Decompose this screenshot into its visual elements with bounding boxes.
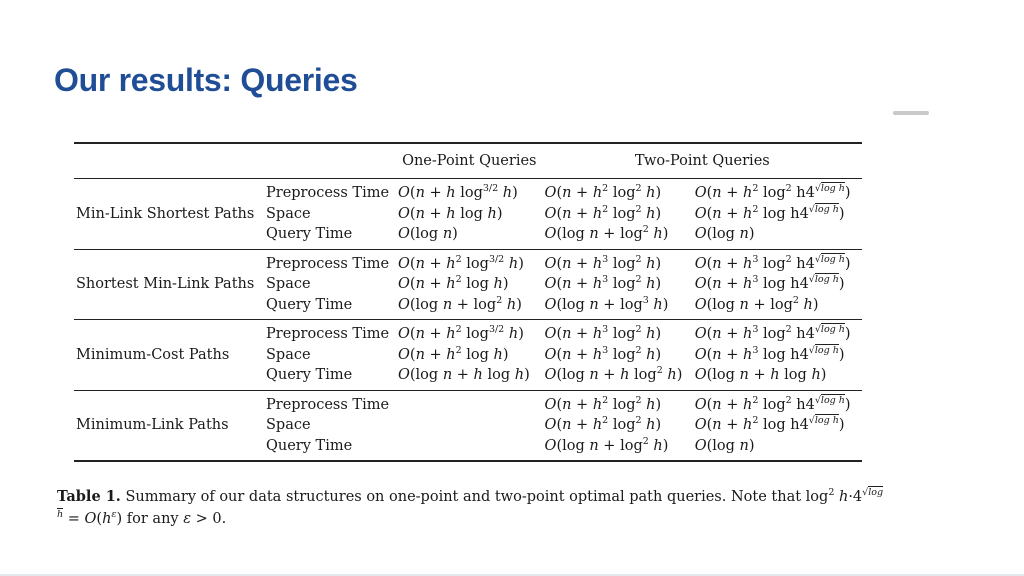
problem-name: Min-Link Shortest Paths: [74, 179, 264, 250]
metric-label: Preprocess Time: [266, 326, 390, 342]
bound-cell: $O(n + h^2$ $\log^2 h$): [544, 183, 662, 201]
bound-cell: O(log $n + \log^3 h$): [544, 294, 669, 313]
table-row: [74, 390, 862, 461]
bound-cell: $O(n + h^2$ $\log^2 h$): [544, 415, 662, 433]
bound-cell: $O(n + h^2$ $\log h4^{√log h}$): [694, 203, 845, 222]
bound-cell: $O(n + h^2$ $\log^2 h$): [544, 394, 662, 413]
bound-cell: O(log n + h log h): [398, 367, 530, 383]
bound-cell: $O(n + h^3$ $\log h4^{√log h}$): [694, 274, 845, 292]
caption-text: Summary of our data structures on one-point and two-point optimal path queries. Note that $\log^2 h\cdot 4^{√log h} = O(h^\varepsilon)$ for any ε > 0.: [57, 487, 884, 527]
bound-cell: $O(n + h^3$ $\log^2 h$): [544, 274, 662, 292]
two-point-bounds-b: [693, 320, 862, 391]
problem-name: Shortest Min-Link Paths: [74, 249, 264, 320]
bound-cell: [398, 415, 541, 436]
table-header-row: [74, 144, 862, 179]
two-point-bounds-a: [543, 249, 693, 320]
bound-cell: $O(n + h^3$ $\log^2 h$): [544, 324, 662, 342]
bound-cell: $O(n + h^2$ $\log^2 h4^{√log h}$): [694, 183, 851, 201]
bound-cell: O(log $n + \log^2 h$): [398, 294, 522, 313]
bound-cell: $O(n + h^2$ $\log^{3/2} h$): [398, 324, 524, 342]
bound-cell: O(log n): [694, 226, 755, 242]
bound-cell: O(log $n + \log^2 h$): [544, 224, 669, 242]
bound-cell: O(n + h $\log^{3/2} h$): [398, 183, 518, 201]
bound-cell: $O(n + h^3$ $\log^2 h$): [544, 253, 662, 272]
metric-label: Space: [266, 417, 311, 433]
bound-cell: O(log n + h $\log^2 h$): [544, 365, 683, 383]
problem-name: Minimum-Link Paths: [74, 390, 264, 461]
bound-cell: O(log $n + \log^2 h$): [544, 435, 669, 454]
table-row: [74, 249, 862, 320]
problem-name: Minimum-Cost Paths: [74, 320, 264, 391]
table-row: [74, 179, 862, 250]
bound-cell: $O(n + h^3$ $\log^2 h4^{√log h}$): [694, 253, 851, 272]
metric-label: Query Time: [266, 226, 353, 242]
table-row: [74, 320, 862, 391]
two-point-bounds-a: [543, 179, 693, 250]
bound-cell: O(n + h log h): [398, 205, 503, 222]
bound-cell: O(log n + h log h): [694, 367, 827, 383]
two-point-bounds-b: [693, 249, 862, 320]
two-point-bounds-b: [693, 390, 862, 461]
bound-cell: $O(n + h^2$ log h): [398, 344, 509, 363]
two-point-bounds-a: [543, 390, 693, 461]
metric-label: Query Time: [266, 367, 353, 383]
metric-label: Space: [266, 205, 311, 222]
bound-cell: $O(n + h^3$ $\log^2 h4^{√log h}$): [694, 324, 851, 342]
results-table: [74, 142, 862, 462]
header-one-point: One-Point Queries: [396, 144, 543, 179]
metric-label: Space: [266, 276, 311, 292]
bound-cell: O(log n): [398, 226, 458, 242]
bound-cell: $O(n + h^2$ $\log^2 h$): [544, 203, 662, 222]
slide-title: Our results: Queries: [54, 62, 358, 98]
metric-label: Preprocess Time: [266, 396, 390, 413]
bound-cell: O(log n): [694, 437, 755, 454]
one-point-bounds: [396, 320, 543, 391]
metric-labels: [264, 179, 396, 250]
caption-label: Table 1.: [57, 488, 121, 505]
bound-cell: $O(n + h^2$ $\log^2 h4^{√log h}$): [694, 394, 851, 413]
metric-labels: [264, 390, 396, 461]
one-point-bounds: [396, 179, 543, 250]
bound-cell: [398, 395, 541, 416]
decorative-dash: [893, 111, 929, 115]
metric-label: Query Time: [266, 296, 353, 313]
one-point-bounds: [396, 249, 543, 320]
metric-label: Query Time: [266, 437, 353, 454]
metric-labels: [264, 249, 396, 320]
table-caption: [57, 486, 892, 530]
header-empty: [74, 144, 264, 179]
bound-cell: $O(n + h^2$ $\log^{3/2} h$): [398, 253, 524, 272]
metric-labels: [264, 320, 396, 391]
bound-cell: $O(n + h^3$ $\log^2 h$): [544, 344, 662, 363]
bound-cell: [398, 436, 541, 457]
one-point-bounds: [396, 390, 543, 461]
bound-cell: O(log $n + \log^2 h$): [694, 294, 819, 313]
bound-cell: $O(n + h^3$ $\log h4^{√log h}$): [694, 344, 845, 363]
header-two-point: Two-Point Queries: [543, 144, 862, 179]
bound-cell: $O(n + h^2$ log h): [398, 274, 509, 292]
bound-cell: $O(n + h^2$ $\log h4^{√log h}$): [694, 415, 845, 433]
two-point-bounds-b: [693, 179, 862, 250]
metric-label: Space: [266, 346, 311, 363]
two-point-bounds-a: [543, 320, 693, 391]
metric-label: Preprocess Time: [266, 185, 390, 201]
header-empty: [264, 144, 396, 179]
metric-label: Preprocess Time: [266, 255, 390, 272]
